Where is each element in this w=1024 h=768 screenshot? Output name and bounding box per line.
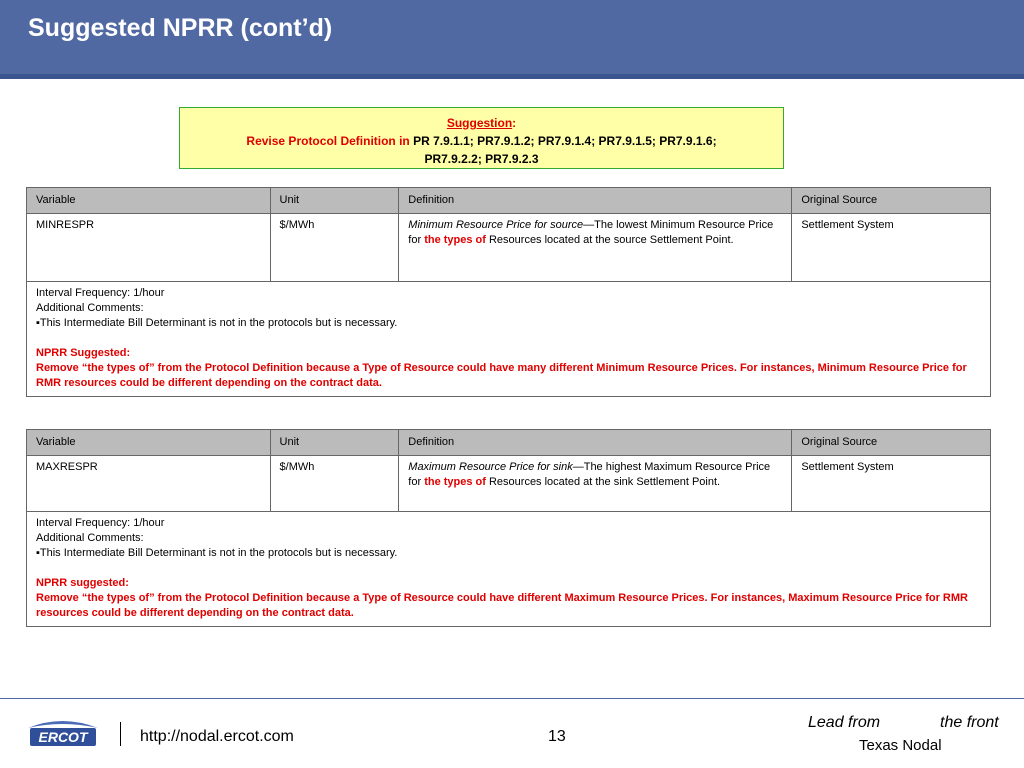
comments-row	[27, 512, 991, 627]
table-row	[27, 456, 991, 512]
header-original-source: Original Source	[792, 188, 991, 214]
suggestion-heading: Suggestion	[446, 116, 513, 130]
definition-term: Minimum Resource Price for source	[408, 219, 584, 231]
definition-highlight: the types of	[424, 234, 486, 246]
table-header-row	[27, 188, 991, 214]
footer-url-link[interactable]: http://nodal.ercot.com	[140, 728, 294, 745]
definition-text-1: —The highest Maximum Resource Price for	[408, 461, 771, 488]
suggestion-line1-red: Revise Protocol Definition in	[246, 134, 414, 148]
suggestion-box	[179, 107, 784, 169]
definition-term: Maximum Resource Price for sink	[408, 461, 573, 473]
table-row	[27, 214, 991, 282]
nprr-label: NPRR Suggested:	[36, 347, 131, 359]
determinant-table-min	[26, 187, 991, 397]
logo-separator	[120, 722, 121, 746]
footer-divider	[0, 698, 1024, 699]
cell-definition	[399, 456, 792, 512]
definition-text-2: Resources located at the source Settlement Point.	[485, 234, 734, 246]
cell-definition	[399, 214, 792, 282]
comments-cell	[27, 282, 991, 397]
cell-source: Settlement System	[792, 214, 991, 282]
additional-comments-label: Additional Comments:	[36, 532, 144, 544]
definition-text-1: —The lowest Minimum Resource Price for	[408, 219, 774, 246]
header-definition: Definition	[399, 430, 792, 456]
definition-highlight: the types of	[424, 476, 486, 488]
title-bar	[0, 0, 1024, 74]
page-title: Suggested NPRR (cont’d)	[28, 14, 333, 42]
comments-row	[27, 282, 991, 397]
header-unit: Unit	[270, 188, 399, 214]
suggestion-line2: PR7.9.2.2; PR7.9.2.3	[424, 152, 539, 166]
determinant-table-max	[26, 429, 991, 627]
ercot-logo	[22, 716, 102, 750]
logo-text: ERCOT	[38, 729, 88, 745]
suggestion-colon: :	[512, 116, 517, 130]
cell-source: Settlement System	[792, 456, 991, 512]
suggestion-line1-black: PR 7.9.1.1; PR7.9.1.2; PR7.9.1.4; PR7.9.1.5; PR7.9.1.6;	[413, 134, 717, 148]
header-unit: Unit	[270, 430, 399, 456]
interval-frequency: Interval Frequency: 1/hour	[36, 287, 165, 299]
cell-variable: MINRESPR	[27, 214, 271, 282]
cell-variable: MAXRESPR	[27, 456, 271, 512]
cell-unit: $/MWh	[270, 456, 399, 512]
tagline-lead: Lead from	[808, 714, 881, 731]
header-original-source: Original Source	[792, 430, 991, 456]
nprr-text: Remove “the types of” from the Protocol Definition because a Type of Resource could have different Maximum Resource Prices. For instances, Maximum Resource Price for RMR resources could be different depending on the contract data.	[36, 592, 968, 619]
definition-text-2: Resources located at the sink Settlement Point.	[485, 476, 721, 488]
header-variable: Variable	[27, 430, 271, 456]
additional-comments-label: Additional Comments:	[36, 302, 144, 314]
logo-swoosh	[28, 721, 98, 728]
comment-bullet: ▪This Intermediate Bill Determinant is not in the protocols but is necessary.	[36, 317, 398, 329]
comments-cell	[27, 512, 991, 627]
header-definition: Definition	[399, 188, 792, 214]
header-variable: Variable	[27, 188, 271, 214]
table-header-row	[27, 430, 991, 456]
tagline-nodal: Texas Nodal	[859, 737, 942, 754]
cell-unit: $/MWh	[270, 214, 399, 282]
nprr-text: Remove “the types of” from the Protocol Definition because a Type of Resource could have many different Minimum Resource Prices. For instances, Minimum Resource Price for RMR resources could be different depending on the contract data.	[36, 362, 967, 389]
tagline-front: the front	[940, 714, 999, 731]
title-underline	[0, 74, 1024, 79]
page-number: 13	[548, 728, 566, 745]
interval-frequency: Interval Frequency: 1/hour	[36, 517, 165, 529]
comment-bullet: ▪This Intermediate Bill Determinant is not in the protocols but is necessary.	[36, 547, 398, 559]
nprr-label: NPRR suggested:	[36, 577, 129, 589]
